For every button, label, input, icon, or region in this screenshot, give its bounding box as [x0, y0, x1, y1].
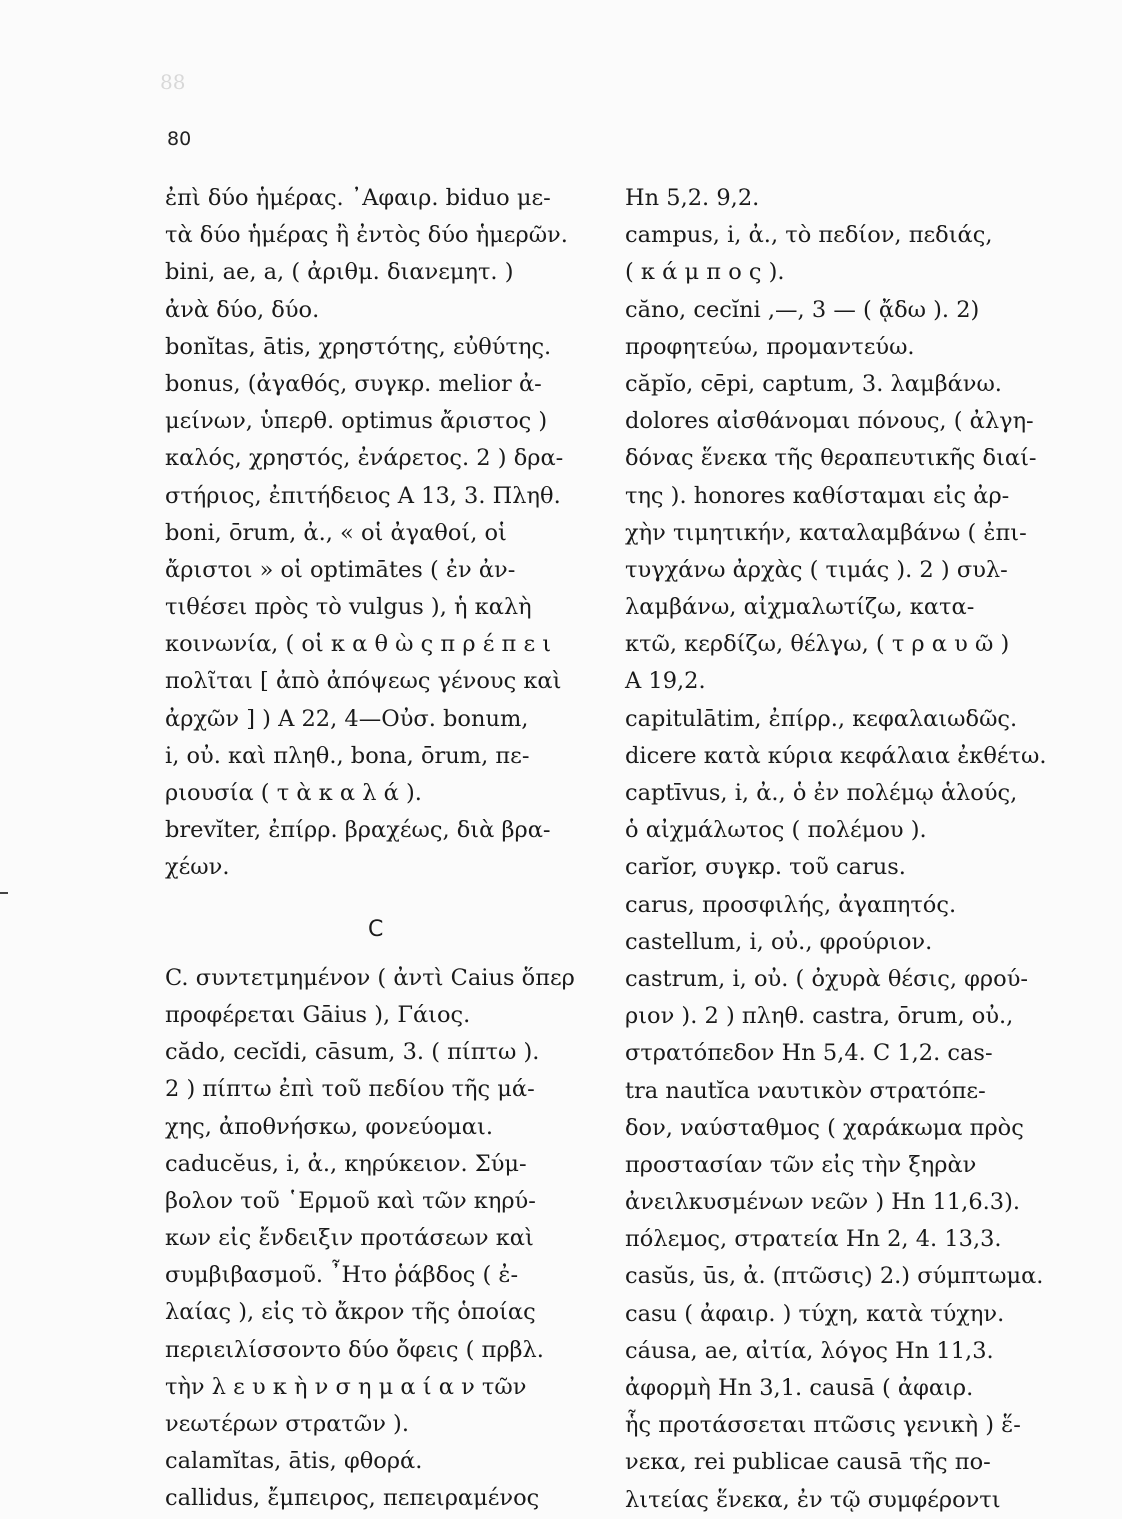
text-line: ριουσία ( τ ὰ κ α λ ά ). — [165, 780, 422, 806]
text-line: captīvus, i, ἀ., ὁ ἐν πολέμῳ ἁλούς, — [625, 780, 1018, 806]
text-line: ἀνὰ δύο, δύο. — [165, 296, 320, 323]
right-column — [625, 180, 1095, 1519]
text-line: της ). honores καθίσταμαι εἰς ἀρ- — [625, 482, 1010, 509]
text-line: χὴν τιμητικήν, καταλαμβάνω ( ἐπι- — [625, 519, 1027, 546]
text-line: συμβιβασμοῦ. ῏Ητο ῥάβδος ( ἐ- — [165, 1262, 519, 1289]
text-line: ἧς προτάσσεται πτῶσις γενικὴ ) ἕ- — [625, 1412, 1021, 1439]
text-line: ἀρχῶν ] ) A 22, 4—Οὐσ. bonum, — [165, 705, 529, 732]
right-entries — [625, 180, 1095, 1519]
text-line: castellum, i, οὐ., φρούριον. — [625, 928, 933, 955]
text-line: κτῶ, κερδίζω, θέλγω, ( τ ρ α υ ῶ ) — [625, 631, 1010, 658]
text-line: περιειλίσσοντο δύο ὄφεις ( πρβλ. — [165, 1336, 544, 1363]
text-line: tra nautĭca ναυτικὸν στρατόπε- — [625, 1077, 986, 1104]
text-line: castrum, i, οὐ. ( ὀχυρὰ θέσις, φρού- — [625, 965, 1028, 992]
text-line: μείνων, ὑπερθ. optimus ἄριστος ) — [165, 408, 548, 435]
bleed-through-text: 88 — [160, 70, 186, 94]
text-line: carus, προσφιλής, ἀγαπητός. — [625, 891, 957, 918]
text-line: ἀνειλκυσμένων νεῶν ) Hn 11,6.3). — [625, 1189, 1021, 1216]
text-line: δόνας ἕνεκα τῆς θεραπευτικῆς διαί- — [625, 445, 1037, 472]
text-line: boni, ōrum, ἀ., « οἱ ἀγαθοί, οἱ — [165, 519, 507, 546]
text-line: callidus, ἔμπειρος, πεπειραμένος — [165, 1485, 540, 1512]
text-line: προφέρεται Gāius ), Γάιος. — [165, 1001, 471, 1028]
text-line: ἐπὶ δύο ἡμέρας. ᾿Αφαιρ. biduo με- — [165, 185, 551, 211]
text-line: κων εἰς ἔνδειξιν προτάσεων καὶ — [165, 1225, 534, 1252]
text-line: calamĭtas, ātis, φθορά. — [165, 1448, 423, 1475]
text-line: κοινωνία, ( οἱ κ α θ ὼ ς π ρ έ π ε ι — [165, 631, 552, 658]
text-line: προστασίαν τῶν εἰς τὴν ξηρὰν — [625, 1151, 977, 1178]
text-line: χέων. — [165, 854, 230, 881]
text-line: ( κ ά μ π ο ς ). — [625, 259, 785, 286]
page-number: 80 — [167, 128, 192, 150]
text-line: πόλεμος, στρατεία Hn 2, 4. 13,3. — [625, 1226, 1002, 1253]
text-line: λιτείας ἕνεκα, ἐν τῷ συμφέροντι — [625, 1486, 1001, 1513]
text-line: λαμβάνω, αἰχμαλωτίζω, κατα- — [625, 594, 975, 621]
margin-mark — [0, 892, 8, 894]
text-line: campus, i, ἀ., τὸ πεδίον, πεδιάς, — [625, 222, 993, 249]
text-line: capitulātim, ἐπίρρ., κεφαλαιωδῶς. — [625, 705, 1018, 732]
text-line: καλός, χρηστός, ἐνάρετος. 2 ) δρα- — [165, 445, 564, 472]
text-line: dicere κατὰ κύρια κεφάλαια ἐκθέτω. — [625, 742, 1047, 769]
text-line: dolores αἰσθάνομαι πόνους, ( ἀλγη- — [625, 408, 1034, 435]
text-line: νεκα, rei publicae causā τῆς πο- — [625, 1449, 991, 1476]
text-line: brevĭter, ἐπίρρ. βραχέως, διὰ βρα- — [165, 817, 551, 844]
text-line: χης, ἀποθνήσκω, φονεύομαι. — [165, 1113, 493, 1140]
text-line: ἄριστοι » οἱ optimātes ( ἐν ἀν- — [165, 556, 516, 583]
text-line: ὁ αἰχμάλωτος ( πολέμου ). — [625, 817, 927, 844]
text-line: στήριος, ἐπιτήδειος A 13, 3. Πληθ. — [165, 482, 561, 509]
text-line: bonus, (ἀγαθός, συγκρ. melior ἀ- — [165, 370, 542, 397]
text-line: casŭs, ūs, ἀ. (πτῶσις) 2.) σύμπτωμα. — [625, 1263, 1044, 1290]
text-line: cădo, cecĭdi, cāsum, 3. ( πίπτω ). — [165, 1039, 540, 1066]
text-line: casu ( ἀφαιρ. ) τύχη, κατὰ τύχην. — [625, 1300, 1005, 1327]
section-heading: C — [368, 916, 384, 942]
text-line: Hn 5,2. 9,2. — [625, 185, 760, 211]
text-line: carĭor, συγκρ. τοῦ carus. — [625, 854, 906, 881]
text-line: βολον τοῦ ῾Ερμοῦ καὶ τῶν κηρύ- — [165, 1187, 536, 1214]
text-line: ριον ). 2 ) πληθ. castra, ōrum, οὐ., — [625, 1003, 1014, 1030]
text-line: căpĭo, cēpi, captum, 3. λαμβάνω. — [625, 370, 1002, 397]
text-line: πολῖται [ ἀπὸ ἀπόψεως γένους καὶ — [165, 668, 562, 695]
left-column — [165, 180, 605, 1518]
text-line: δον, ναύσταθμος ( χαράκωμα πρὸς — [625, 1114, 1024, 1141]
text-line: νεωτέρων στρατῶν ). — [165, 1411, 409, 1437]
text-line: λαίας ), εἰς τὸ ἄκρον τῆς ὁποίας — [165, 1299, 536, 1326]
text-line: προφητεύω, προμαντεύω. — [625, 333, 915, 360]
text-line: ἀφορμὴ Hn 3,1. causā ( ἀφαιρ. — [625, 1375, 974, 1401]
text-line: τὰ δύο ἡμέρας ἢ ἐντὸς δύο ἡμερῶν. — [165, 222, 568, 249]
left-entries-after-heading — [165, 960, 605, 1518]
text-line: căno, cecĭni ,—, 3 — ( ᾄδω ). 2) — [625, 296, 980, 323]
text-line: στρατόπεδον Hn 5,4. C 1,2. cas- — [625, 1040, 993, 1067]
text-line: bini, ae, a, ( ἀριθμ. διανεμητ. ) — [165, 259, 514, 286]
left-entries-before-heading — [165, 180, 605, 887]
text-line: τιθέσει πρὸς τὸ vulgus ), ἡ καλὴ — [165, 594, 532, 621]
text-line: bonĭtas, ātis, χρηστότης, εὐθύτης. — [165, 333, 552, 360]
text-line: A 19,2. — [625, 668, 706, 695]
text-line: 2 ) πίπτω ἐπὶ τοῦ πεδίου τῆς μά- — [165, 1076, 535, 1103]
text-line: cáusa, ae, αἰτία, λόγος Hn 11,3. — [625, 1337, 994, 1364]
text-line: i, οὐ. καὶ πληθ., bona, ōrum, πε- — [165, 742, 530, 769]
text-line: C. συντετμημένον ( ἀντὶ Caius ὅπερ — [165, 964, 575, 991]
text-line: τυγχάνω ἀρχὰς ( τιμάς ). 2 ) συλ- — [625, 556, 1008, 583]
text-line: τὴν λ ε υ κ ὴ ν σ η μ α ί α ν τῶν — [165, 1373, 527, 1400]
text-line: caducĕus, i, ἀ., κηρύκειον. Σύμ- — [165, 1150, 527, 1177]
